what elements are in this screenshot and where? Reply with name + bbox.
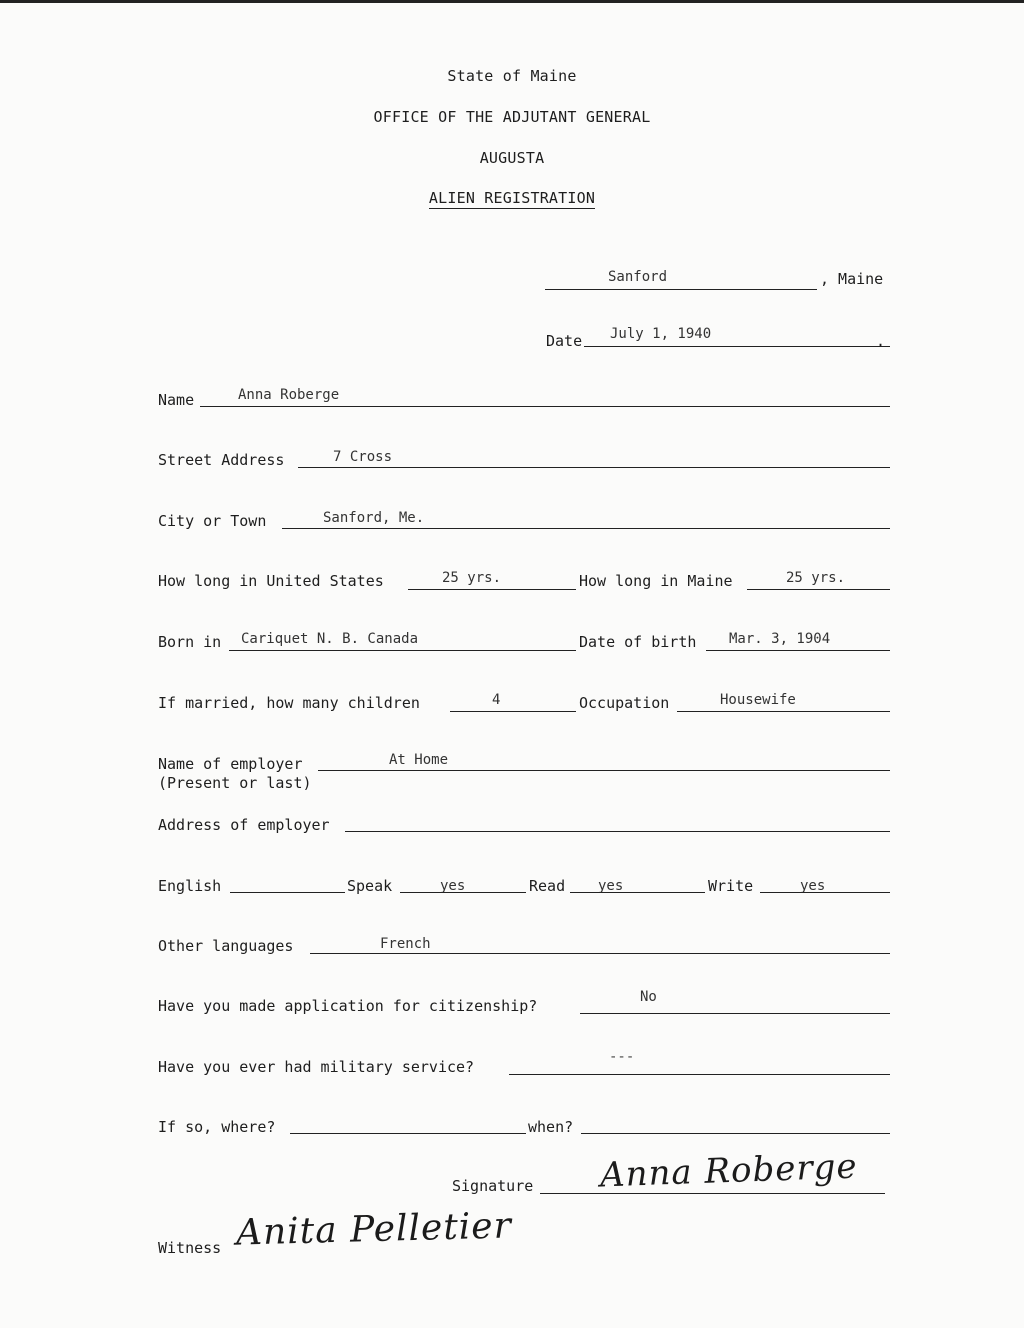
state-title: State of Maine (447, 67, 577, 85)
write-value: yes (800, 878, 826, 894)
other-languages-value: French (380, 936, 431, 952)
occupation-label: Occupation (579, 694, 670, 712)
street-line (298, 467, 890, 468)
when-line (581, 1133, 890, 1134)
military-line (509, 1074, 890, 1075)
employer-address-label: Address of employer (158, 816, 330, 834)
children-value: 4 (492, 692, 501, 708)
maine-length-line (747, 589, 890, 590)
date-value: July 1, 1940 (610, 326, 712, 342)
name-label: Name (158, 391, 195, 409)
other-languages-label: Other languages (158, 937, 294, 955)
occupation-value: Housewife (720, 692, 796, 708)
speak-value: yes (440, 878, 466, 894)
state-suffix: , Maine (820, 270, 884, 288)
city-line (282, 528, 890, 529)
employer-line (318, 770, 890, 771)
city-value: Sanford, Me. (323, 510, 425, 526)
employer-value: At Home (389, 752, 449, 768)
employer-address-line (345, 831, 890, 832)
write-label: Write (708, 877, 754, 895)
other-languages-line (310, 953, 890, 954)
witness-label: Witness (158, 1239, 222, 1257)
read-line (570, 892, 705, 893)
english-line (230, 892, 345, 893)
english-label: English (158, 877, 222, 895)
born-line (229, 650, 576, 651)
maine-length-label: How long in Maine (579, 572, 733, 590)
dob-line (706, 650, 890, 651)
dob-value: Mar. 3, 1904 (729, 631, 831, 647)
date-line (584, 346, 890, 347)
signature-label: Signature (452, 1177, 534, 1195)
citizenship-line (580, 1013, 890, 1014)
dob-label: Date of birth (579, 633, 697, 651)
us-length-line (408, 589, 576, 590)
occupation-line (677, 711, 890, 712)
witness-handwriting: Anita Pelletier (235, 1205, 513, 1254)
date-label: Date (546, 332, 583, 350)
children-label: If married, how many children (158, 694, 420, 712)
read-value: yes (598, 878, 624, 894)
speak-label: Speak (347, 877, 393, 895)
military-label: Have you ever had military service? (158, 1058, 475, 1076)
form-title: ALIEN REGISTRATION (428, 189, 596, 207)
city-label: City or Town (158, 512, 267, 530)
speak-line (400, 892, 526, 893)
born-value: Cariquet N. B. Canada (241, 631, 419, 647)
read-label: Read (529, 877, 566, 895)
employer-label: Name of employer (158, 755, 303, 773)
signature-handwriting: Anna Roberge (599, 1146, 859, 1196)
signature-line (540, 1193, 885, 1194)
street-label: Street Address (158, 451, 285, 469)
name-line (200, 406, 890, 407)
when-label: when? (528, 1118, 574, 1136)
us-length-value: 25 yrs. (442, 570, 502, 586)
where-label: If so, where? (158, 1118, 276, 1136)
town-value: Sanford (608, 269, 668, 285)
city-title: AUGUSTA (479, 149, 545, 167)
office-title: OFFICE OF THE ADJUTANT GENERAL (373, 108, 651, 126)
born-label: Born in (158, 633, 222, 651)
street-value: 7 Cross (333, 449, 393, 465)
us-length-label: How long in United States (158, 572, 384, 590)
write-line (760, 892, 890, 893)
children-line (450, 711, 576, 712)
military-value: --- (609, 1049, 635, 1065)
town-line (545, 289, 817, 290)
citizenship-label: Have you made application for citizenship? (158, 997, 538, 1015)
employer-sublabel: (Present or last) (158, 774, 312, 792)
citizenship-value: No (640, 989, 657, 1005)
name-value: Anna Roberge (238, 387, 340, 403)
where-line (290, 1133, 526, 1134)
date-period: . (876, 332, 886, 350)
maine-length-value: 25 yrs. (786, 570, 846, 586)
